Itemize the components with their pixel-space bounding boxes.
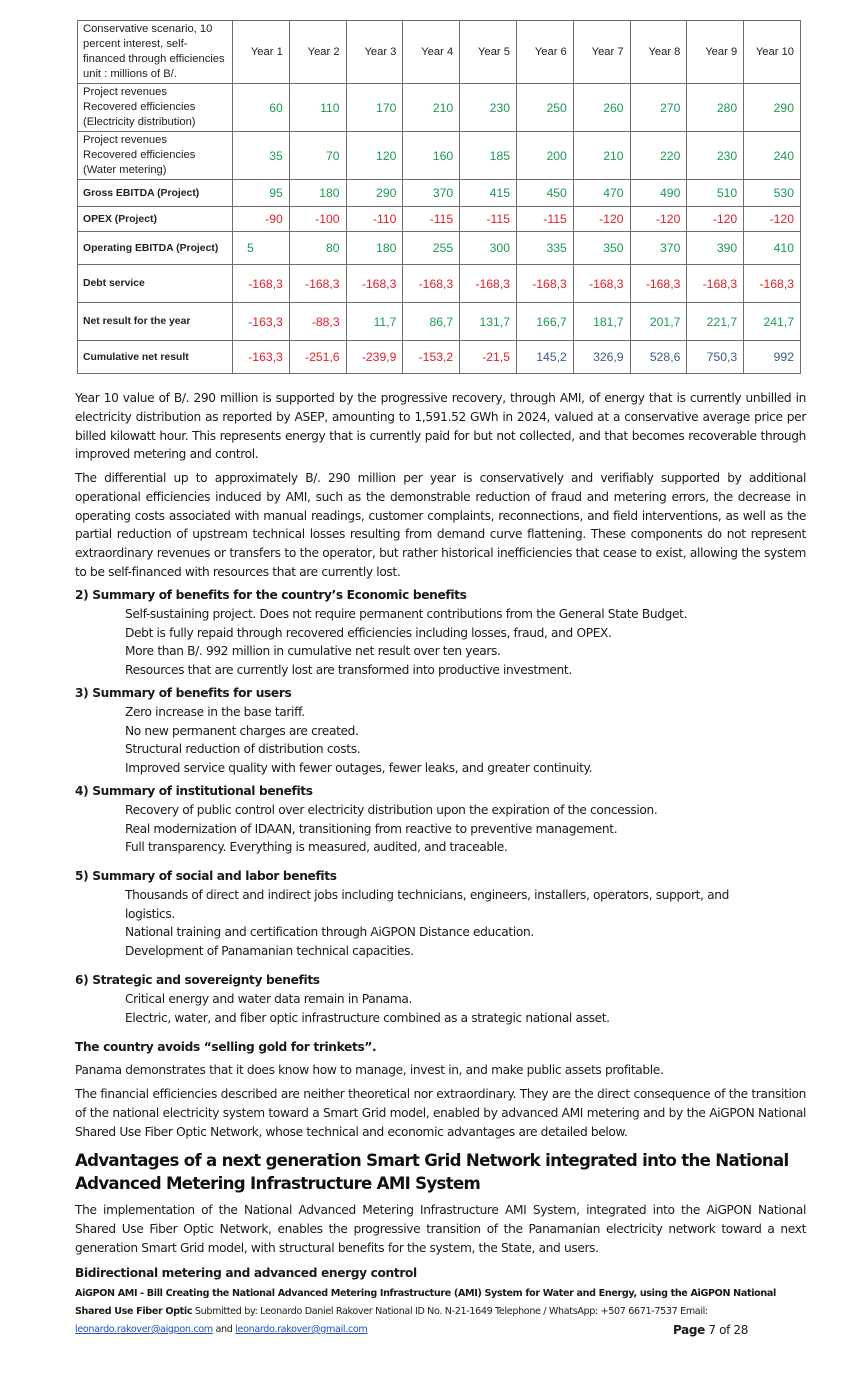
row-label-line: (Electricity distribution) — [83, 116, 196, 128]
year-header: Year 5 — [460, 21, 517, 84]
footer-title: - Bill Creating the National Advanced Metering Infrastructure (AMI) System for Water and Energy, using the AiGPON National Shared Use Fiber Optic — [75, 1288, 776, 1317]
table-cell: 350 — [573, 232, 630, 265]
table-header-label: Conservative scenario, 10 percent interest, self-financed through efficiencies unit : millions of B/. — [78, 21, 233, 84]
table-cell: -120 — [573, 207, 630, 232]
table-cell: 80 — [289, 232, 346, 265]
table-cell: 750,3 — [687, 341, 744, 374]
table-cell: 95 — [233, 180, 290, 207]
table-cell: -115 — [460, 207, 517, 232]
table-cell: 160 — [403, 132, 460, 180]
table-cell: 241,7 — [744, 303, 801, 341]
table-cell: 180 — [289, 180, 346, 207]
year-header: Year 3 — [346, 21, 403, 84]
page-label: Page — [672, 1323, 705, 1337]
section-heading: 6) Strategic and sovereignty benefits — [75, 973, 320, 987]
section-heading: 4) Summary of institutional benefits — [75, 784, 313, 798]
row-label: OPEX (Project) — [78, 207, 233, 232]
table-cell: -88,3 — [289, 303, 346, 341]
section-heading: 5) Summary of social and labor benefits — [75, 869, 337, 883]
list-item: Development of Panamanian technical capacities. — [125, 944, 414, 959]
table-cell: 131,7 — [460, 303, 517, 341]
table-cell: -168,3 — [460, 265, 517, 303]
table-cell: -168,3 — [289, 265, 346, 303]
year-header: Year 4 — [403, 21, 460, 84]
list-item: Critical energy and water data remain in Panama. — [125, 991, 412, 1006]
financial-scenario-table — [77, 20, 801, 374]
table-cell: -168,3 — [744, 265, 801, 303]
list-item: Full transparency. Everything is measured, audited, and traceable. — [125, 840, 508, 855]
table-cell: 210 — [403, 84, 460, 132]
closing-bold-line: The country avoids “selling gold for trinkets”. — [75, 1040, 377, 1054]
table-cell: 290 — [744, 84, 801, 132]
table-cell: -115 — [516, 207, 573, 232]
table-cell: 60 — [233, 84, 290, 132]
table-cell: 5 — [233, 232, 290, 265]
table-cell: -163,3 — [233, 341, 290, 374]
row-net-result-year — [78, 303, 801, 341]
table-cell: 470 — [573, 180, 630, 207]
table-cell: -153,2 — [403, 341, 460, 374]
email-link-gmail[interactable]: leonardo.rakover@gmail.com — [235, 1324, 368, 1335]
table-cell: 300 — [460, 232, 517, 265]
table-cell: -168,3 — [233, 265, 290, 303]
table-cell: -168,3 — [687, 265, 744, 303]
table-cell: -163,3 — [233, 303, 290, 341]
table-cell: 185 — [460, 132, 517, 180]
table-cell: 145,2 — [516, 341, 573, 374]
row-label: Gross EBITDA (Project) — [78, 180, 233, 207]
table-cell: 335 — [516, 232, 573, 265]
table-cell: 166,7 — [516, 303, 573, 341]
table-cell: -100 — [289, 207, 346, 232]
table-cell: 270 — [630, 84, 687, 132]
benefits-section-strategic — [75, 971, 806, 1027]
row-label: Net result for the year — [78, 303, 233, 341]
table-cell: 230 — [460, 84, 517, 132]
advantages-heading: Advantages of a next generation Smart Grid Network integrated into the National Advanced Metering Infrastructure AMI System — [75, 1151, 789, 1193]
row-label: Cumulative net result — [78, 341, 233, 374]
table-cell: 70 — [289, 132, 346, 180]
list-item: Debt is fully repaid through recovered efficiencies including losses, fraud, and OPEX. — [125, 625, 612, 640]
table-cell: 110 — [289, 84, 346, 132]
row-revenues-water — [78, 132, 801, 180]
paragraph-year10-value: Year 10 value of B/. 290 million is supported by the progressive recovery, through AMI, of energy that is currently unbilled in electricity distribution as reported by ASEP, amounting to 1,591.52 GWh in 2024, valued at a conservative average price per billed kilowatt hour. This represents energy that is currently paid for but not collected, and that becomes recoverable through improved metering and control. — [75, 391, 806, 462]
table-cell: 530 — [744, 180, 801, 207]
table-cell: 415 — [460, 180, 517, 207]
row-label-line: Project revenues — [83, 134, 167, 146]
table-cell: 220 — [630, 132, 687, 180]
table-cell: 240 — [744, 132, 801, 180]
row-opex — [78, 207, 801, 232]
list-item: Resources that are currently lost are transformed into productive investment. — [125, 663, 572, 678]
table-cell: 181,7 — [573, 303, 630, 341]
table-cell: -239,9 — [346, 341, 403, 374]
row-label-line: Project revenues — [83, 86, 167, 98]
section-heading: 2) Summary of benefits for the country’s Economic benefits — [75, 588, 467, 602]
table-cell: 260 — [573, 84, 630, 132]
table-cell: 510 — [687, 180, 744, 207]
table-cell: -168,3 — [573, 265, 630, 303]
table-cell: -115 — [403, 207, 460, 232]
footer-title-bold: AiGPON AMI — [75, 1288, 138, 1299]
list-item: National training and certification through AiGPON Distance education. — [125, 925, 534, 940]
list-item: No new permanent charges are created. — [125, 723, 359, 738]
paragraph-panama: Panama demonstrates that it does know how to manage, invest in, and make public assets profitable. — [75, 1063, 664, 1077]
table-cell: 86,7 — [403, 303, 460, 341]
list-item: Zero increase in the base tariff. — [125, 704, 305, 719]
table-cell: 450 — [516, 180, 573, 207]
subheading-bidirectional-metering: Bidirectional metering and advanced energy control — [75, 1266, 417, 1280]
table-cell: -251,6 — [289, 341, 346, 374]
paragraph-advantages: The implementation of the National Advanced Metering Infrastructure AMI System, integrated into the AiGPON National Shared Use Fiber Optic Network, enables the progressive transition of the Panamanian electricity network toward a next generation Smart Grid model, with structural benefits for the system, the State, and users. — [75, 1203, 806, 1255]
page-number — [673, 1321, 748, 1339]
table-header-row — [78, 21, 801, 84]
table-cell: -168,3 — [516, 265, 573, 303]
table-cell: 390 — [687, 232, 744, 265]
table-cell: 35 — [233, 132, 290, 180]
paragraph-differential: The differential up to approximately B/. 290 million per year is conservatively and verifiably supported by additional operational efficiencies induced by AMI, such as the demonstrable reduction of fraud and metering errors, the decrease in operating costs associated with manual readings, customer complaints, reconnections, and field interventions, as well as the partial reduction of upstream technical losses resulting from demand curve flattening. These components do not represent extraordinary revenues or transfers to the operator, but rather historical inefficiencies that cease to exist, allowing the system to be self-financed with resources that are currently lost. — [75, 471, 806, 579]
list-item: More than B/. 992 million in cumulative net result over ten years. — [125, 644, 501, 659]
section-heading: 3) Summary of benefits for users — [75, 686, 292, 700]
list-item: Electric, water, and fiber optic infrastructure combined as a strategic national asset. — [125, 1010, 610, 1025]
table-cell: 230 — [687, 132, 744, 180]
table-cell: -168,3 — [346, 265, 403, 303]
row-label: Operating EBITDA (Project) — [78, 232, 233, 265]
benefits-section-social-labor — [75, 867, 806, 961]
list-item: Thousands of direct and indirect jobs including technicians, engineers, installers, operators, support, and logistics. — [125, 887, 729, 921]
table-cell: 280 — [687, 84, 744, 132]
list-item: Self-sustaining project. Does not require permanent contributions from the General State Budget. — [125, 606, 688, 621]
table-cell: 200 — [516, 132, 573, 180]
row-revenues-electricity — [78, 84, 801, 132]
table-cell: -168,3 — [403, 265, 460, 303]
footer-bill-info — [75, 1285, 806, 1321]
list-item: Structural reduction of distribution costs. — [125, 742, 361, 757]
table-cell: 326,9 — [573, 341, 630, 374]
list-item: Recovery of public control over electricity distribution upon the expiration of the concession. — [125, 802, 658, 817]
email-link-aigpon[interactable]: leonardo.rakover@aigpon.com — [75, 1324, 213, 1335]
benefits-section-economic — [75, 586, 806, 680]
footer-submitted-by: Submitted by: Leonardo Daniel Rakover National ID No. N-21-1649 Telephone / WhatsApp: +507 6671-7537 Email: — [192, 1306, 708, 1317]
paragraph-financial-efficiencies: The financial efficiencies described are neither theoretical nor extraordinary. They are the direct consequence of the transition of the national electricity system toward a Smart Grid model, enabled by advanced AMI metering and by the AiGPON National Shared Use Fiber Optic Network, whose technical and economic advantages are detailed below. — [75, 1087, 806, 1139]
year-header: Year 9 — [687, 21, 744, 84]
table-cell: 170 — [346, 84, 403, 132]
page-count: 7 of 28 — [704, 1323, 748, 1337]
table-cell: 992 — [744, 341, 801, 374]
table-cell: -90 — [233, 207, 290, 232]
table-cell: -21,5 — [460, 341, 517, 374]
table-cell: -168,3 — [630, 265, 687, 303]
table-cell: -120 — [744, 207, 801, 232]
benefits-section-institutional — [75, 782, 806, 857]
table-cell: -120 — [630, 207, 687, 232]
row-label — [78, 132, 233, 180]
table-cell: -110 — [346, 207, 403, 232]
row-operating-ebitda — [78, 232, 801, 265]
table-cell: 370 — [403, 180, 460, 207]
table-cell: 180 — [346, 232, 403, 265]
table-cell: -120 — [687, 207, 744, 232]
table-cell: 11,7 — [346, 303, 403, 341]
table-cell: 255 — [403, 232, 460, 265]
row-label — [78, 84, 233, 132]
table-cell: 370 — [630, 232, 687, 265]
year-header: Year 1 — [233, 21, 290, 84]
footer-and: and — [212, 1324, 236, 1335]
row-gross-ebitda — [78, 180, 801, 207]
year-header: Year 7 — [573, 21, 630, 84]
table-cell: 290 — [346, 180, 403, 207]
row-label-line: Recovered efficiencies — [83, 101, 196, 113]
year-header: Year 10 — [744, 21, 801, 84]
page-footer — [75, 1285, 806, 1339]
row-debt-service — [78, 265, 801, 303]
year-header: Year 6 — [516, 21, 573, 84]
benefits-section-users — [75, 684, 806, 778]
year-header: Year 8 — [630, 21, 687, 84]
table-cell: 120 — [346, 132, 403, 180]
row-label: Debt service — [78, 265, 233, 303]
table-cell: 210 — [573, 132, 630, 180]
table-cell: 490 — [630, 180, 687, 207]
row-cumulative-net-result — [78, 341, 801, 374]
list-item: Improved service quality with fewer outages, fewer leaks, and greater continuity. — [125, 761, 593, 776]
table-cell: 221,7 — [687, 303, 744, 341]
table-cell: 528,6 — [630, 341, 687, 374]
list-item: Real modernization of IDAAN, transitioning from reactive to preventive management. — [125, 821, 618, 836]
row-label-line: (Water metering) — [83, 164, 167, 176]
table-cell: 201,7 — [630, 303, 687, 341]
row-label-line: Recovered efficiencies — [83, 149, 196, 161]
table-cell: 410 — [744, 232, 801, 265]
year-header: Year 2 — [289, 21, 346, 84]
table-cell: 250 — [516, 84, 573, 132]
